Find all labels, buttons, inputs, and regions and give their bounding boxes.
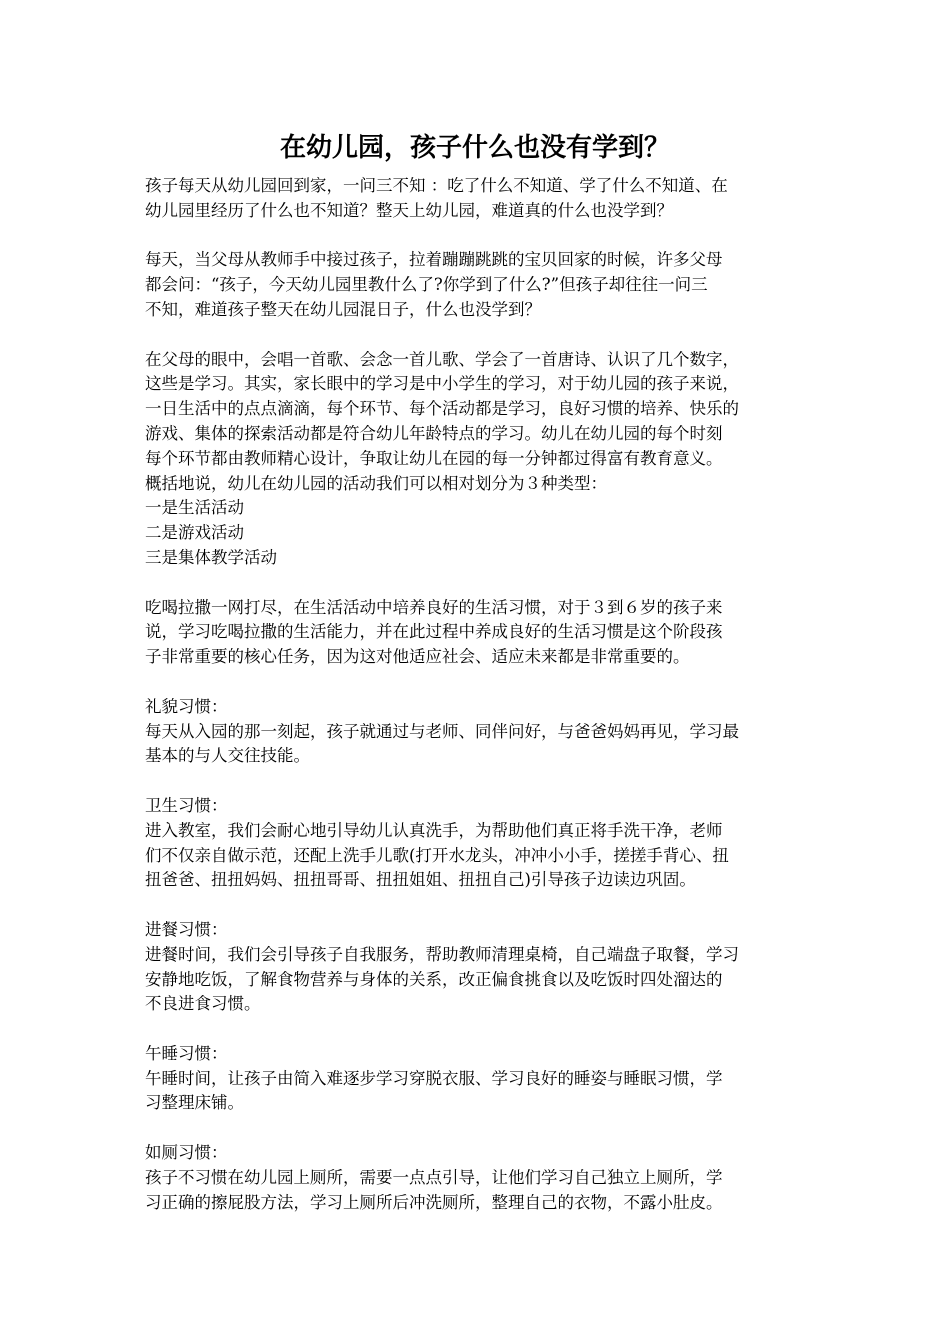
text-line: 进餐时间，我们会引导孩子自我服务，帮助教师清理桌椅，自己端盘子取餐，学习 xyxy=(145,944,739,964)
text-line: 不良进食习惯。 xyxy=(145,994,261,1014)
paragraph xyxy=(145,1141,815,1215)
text-line: 二是游戏活动 xyxy=(145,523,244,543)
text-line: 扭爸爸、扭扭妈妈、扭扭哥哥、扭扭姐姐、扭扭自己)引导孩子边读边巩固。 xyxy=(145,870,696,890)
text-line: 子非常重要的核心任务，因为这对他适应社会、适应未来都是非常重要的。 xyxy=(145,647,690,667)
document-body xyxy=(145,174,815,1215)
text-line: 礼貌习惯： xyxy=(145,696,228,716)
paragraph xyxy=(145,918,815,1017)
text-line: 安静地吃饭，了解食物营养与身体的关系，改正偏食挑食以及吃饭时四处溜达的 xyxy=(145,969,723,989)
text-line: 这些是学习。其实，家长眼中的学习是中小学生的学习，对于幼儿园的孩子来说， xyxy=(145,374,739,394)
text-line: 三是集体教学活动 xyxy=(145,547,277,567)
paragraph xyxy=(145,596,815,670)
text-line: 进餐习惯： xyxy=(145,919,228,939)
text-line: 每个环节都由教师精心设计，争取让幼儿在园的每一分钟都过得富有教育意义。 xyxy=(145,448,723,468)
text-line: 如厕习惯： xyxy=(145,1143,228,1163)
text-line: 幼儿园里经历了什么也不知道？整天上幼儿园，难道真的什么也没学到？ xyxy=(145,200,673,220)
text-line: 习整理床铺。 xyxy=(145,1093,244,1113)
text-line: 一日生活中的点点滴滴，每个环节、每个活动都是学习，良好习惯的培养、快乐的 xyxy=(145,399,739,419)
text-line: 每天，当父母从教师手中接过孩子，拉着蹦蹦跳跳的宝贝回家的时候，许多父母 xyxy=(145,250,723,270)
text-line: 卫生习惯： xyxy=(145,795,228,815)
text-line: 游戏、集体的探索活动都是符合幼儿年龄特点的学习。幼儿在幼儿园的每个时刻 xyxy=(145,423,723,443)
text-line: 孩子不习惯在幼儿园上厕所，需要一点点引导，让他们学习自己独立上厕所，学 xyxy=(145,1167,723,1187)
text-line: 们不仅亲自做示范，还配上洗手儿歌(打开水龙头，冲冲小小手，搓搓手背心、扭 xyxy=(145,845,729,865)
text-line: 进入教室，我们会耐心地引导幼儿认真洗手，为帮助他们真正将手洗干净，老师 xyxy=(145,820,723,840)
text-line: 习正确的擦屁股方法，学习上厕所后冲洗厕所，整理自己的衣物，不露小肚皮。 xyxy=(145,1192,723,1212)
paragraph xyxy=(145,348,815,571)
paragraph xyxy=(145,174,815,224)
text-line: 一是生活活动 xyxy=(145,498,244,518)
text-line: 不知，难道孩子整天在幼儿园混日子，什么也没学到？ xyxy=(145,299,541,319)
text-line: 孩子每天从幼儿园回到家，一问三不知 ：吃了什么不知道、学了什么不知道、在 xyxy=(145,176,728,195)
text-line: 午睡习惯： xyxy=(145,1043,228,1063)
paragraph xyxy=(145,695,815,769)
text-line: 在父母的眼中，会唱一首歌、会念一首儿歌、学会了一首唐诗、认识了几个数字， xyxy=(145,349,739,369)
text-line: 每天从入园的那一刻起，孩子就通过与老师、同伴问好，与爸爸妈妈再见，学习最 xyxy=(145,721,739,741)
text-line: 午睡时间，让孩子由简入难逐步学习穿脱衣服、学习良好的睡姿与睡眠习惯，学 xyxy=(145,1068,723,1088)
text-line: 说，学习吃喝拉撒的生活能力，并在此过程中养成良好的生活习惯是这个阶段孩 xyxy=(145,622,723,642)
paragraph xyxy=(145,794,815,893)
paragraph xyxy=(145,248,815,322)
paragraph xyxy=(145,1042,815,1116)
text-line: 都会问：“孩子，今天幼儿园里教什么了?你学到了什么?”但孩子却往往一问三 xyxy=(145,275,708,295)
text-line: 概括地说，幼儿在幼儿园的活动我们可以相对划分为３种类型： xyxy=(145,473,607,493)
text-line: 基本的与人交往技能。 xyxy=(145,746,310,766)
text-line: 吃喝拉撒一网打尽，在生活活动中培养良好的生活习惯，对于３到６岁的孩子来 xyxy=(145,597,723,617)
document-title: 在幼儿园，孩子什么也没有学到？ xyxy=(279,133,670,163)
